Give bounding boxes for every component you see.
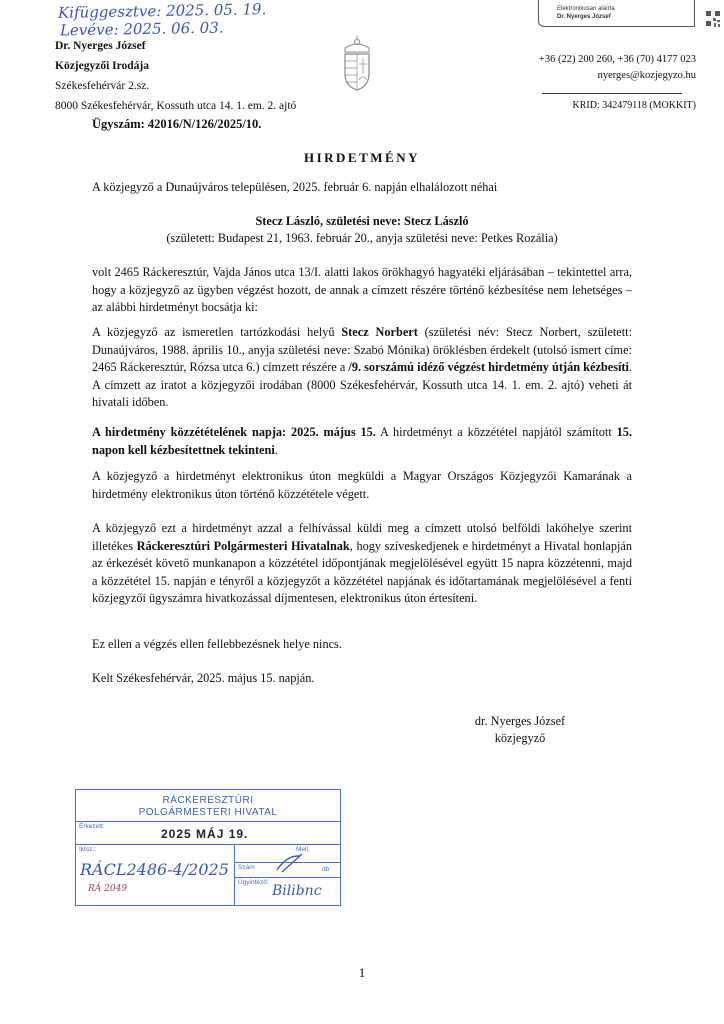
- intro-paragraph: A közjegyző a Dunaújváros településen, 2025. február 6. napján elhalálozott néhai: [92, 180, 498, 194]
- qr-code-icon: [705, 10, 721, 28]
- p3-text-d: .: [274, 442, 278, 457]
- handwritten-count-mark-icon: [272, 850, 312, 876]
- header-divider: [542, 93, 682, 94]
- notary-header: [55, 36, 296, 116]
- notary-city: Székesfehérvár 2.sz.: [55, 80, 150, 92]
- publication-date: A hirdetmény közzétételének napja: 2025. május 15.: [92, 425, 376, 439]
- handwritten-handler: Bilibnc: [272, 883, 322, 899]
- paragraph-chamber: A közjegyző a hirdetményt elektronikus úton megküldi a Magyar Országos Közjegyzői Kamarának a hirdetmény elektronikus úton történő közzététele végett.: [92, 469, 632, 501]
- p5-text-c: , hogy szíveskedjenek e hirdetményt a Hivatal honlapján az érkezését követő munkanapon a közzététel időpontjának megjelölésével együtt 15 napra közzétenni, majd a közzététel 15. napján e tényről a közjegyzőt a közzététel napjának és időtartamának megjelölésével a fenti közjegyzői ügyszámra hivatkozással díjmentesen, elektronikus úton értesíteni.: [92, 538, 632, 605]
- contact-email: nyerges@kozjegyzo.hu: [597, 70, 696, 81]
- paragraph-procedure: volt 2465 Ráckeresztúr, Vajda János utca 13/I. alatti lakos örökhagyó hagyatéki eljárásában – tekintettel arra, hogy a közjegyző az ügyben végzést hozott, de annak a címzett részére történő kézbesítése nem lehetséges – az alábbi hirdetményt bocsátja ki:: [92, 265, 632, 314]
- notary-office: Közjegyzői Irodája: [55, 60, 150, 72]
- document-title: HIRDETMÉNY: [303, 150, 420, 165]
- delivered-order: /9. sorszámú idéző végzést hirdetmény útján kézbesíti: [348, 360, 629, 374]
- signature-name: dr. Nyerges József: [474, 714, 566, 728]
- p2-text-a: A közjegyző az ismeretlen tartózkodási helyű: [92, 325, 342, 339]
- signature-role: közjegyző: [494, 731, 546, 745]
- esign-line2: Dr. Nyerges József: [557, 14, 611, 20]
- paragraph-addressee: [92, 324, 632, 412]
- handwritten-file-number: RÁCL2486-4/2025: [80, 860, 229, 879]
- notary-address: 8000 Székesfehérvár, Kossuth utca 14. 1. em. 2. ajtó: [55, 100, 297, 112]
- deemed-delivered: 15. napon kell kézbesítettnek tekinteni: [92, 425, 633, 457]
- stamp-office-line1: RÁCKERESZTÚRI: [162, 795, 254, 806]
- stamp-handler-label: Ügyintéző:: [238, 879, 269, 886]
- stamp-received-date: 2025 MÁJ 19.: [161, 827, 249, 841]
- p3-text-b: A hirdetményt a közzététel napjától számított: [375, 425, 617, 439]
- stamp-file-label: Iktsz.:: [79, 846, 96, 853]
- deceased-birth: (született: Budapest 21, 1963. február 20., anyja születési neve: Petkes Rozália): [166, 231, 558, 245]
- stamp-count-label: Szám: [238, 864, 255, 871]
- electronic-signature-stamp: [538, 0, 695, 27]
- addressee-name: Stecz Norbert: [341, 325, 418, 339]
- paragraph-publication: [92, 424, 632, 459]
- page-number: 1: [358, 965, 366, 980]
- contact-phone: +36 (22) 200 260, +36 (70) 4177 023: [538, 54, 696, 65]
- stamp-count-unit: db: [322, 866, 330, 873]
- esign-line1: Elektronikusan aláírta: [557, 6, 615, 12]
- p5-text-a: A közjegyző ezt a hirdetményt azzal a felhívással küldi meg a címzett utolsó belföldi lakóhelye szerint illetékes: [92, 521, 632, 553]
- handwritten-removed-note: Levéve: 2025. 06. 03.: [59, 18, 224, 40]
- paragraph-municipality: [92, 520, 632, 608]
- notary-name: Dr. Nyerges József: [55, 40, 146, 52]
- stamp-attachment-label: Mell.: [296, 846, 310, 853]
- case-number: Ügyszám: 42016/N/126/2025/10.: [92, 117, 262, 131]
- deceased-name: Stecz László, születési neve: Stecz László: [255, 214, 469, 228]
- coat-of-arms-icon: [337, 34, 377, 94]
- stamp-received-label: Érkezett:: [79, 823, 105, 830]
- p2-text-c: (születési név: Stecz Norbert, született: Dunaújváros, 1988. április 10., anyja születési neve: Szabó Mónika) öröklésben érdekelt (utolsó ismert címe: 2465 Ráckeresztúr, Rózsa utca 6.) címzett részére a: [92, 325, 633, 374]
- p2-text-e: . A címzett az iratot a közjegyzői irodában (8000 Székesfehérvár, Kossuth utca 14. 1. em. 2. ajtó) veheti át hivatali időben.: [92, 360, 632, 409]
- handwritten-sub-number: RÁ 2049: [88, 884, 128, 894]
- municipality-name: Ráckeresztúri Polgármesteri Hivatalnak: [136, 538, 350, 553]
- krid-number: KRID: 342479118 (MOKKIT): [572, 100, 696, 111]
- paragraph-dated: Kelt Székesfehérvár, 2025. május 15. napján.: [92, 671, 315, 685]
- stamp-office-line2: POLGÁRMESTERI HIVATAL: [138, 807, 278, 818]
- handwritten-posted-note: Kifüggesztve: 2025. 05. 19.: [57, 0, 267, 22]
- registry-stamp: [75, 789, 341, 906]
- paragraph-no-appeal: Ez ellen a végzés ellen fellebbezésnek helye nincs.: [92, 637, 342, 651]
